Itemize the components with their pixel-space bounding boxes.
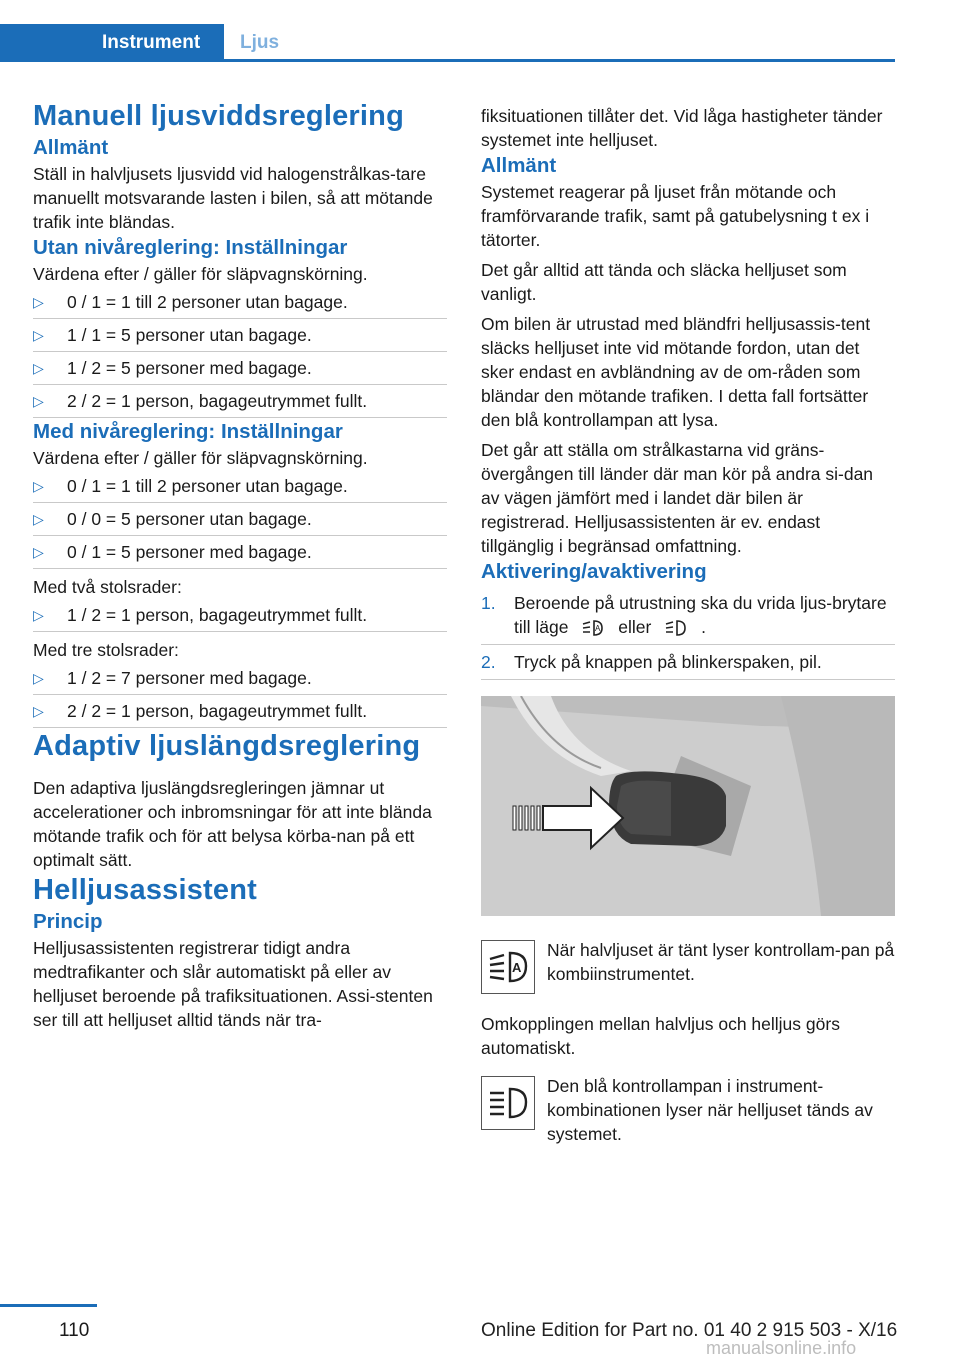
step-number: 2. bbox=[481, 652, 496, 672]
step-number: 1. bbox=[481, 593, 496, 613]
svg-text:A: A bbox=[512, 960, 522, 975]
list-item-text: 0 / 1 = 5 personer med bagage. bbox=[67, 542, 312, 562]
heading-manuell: Manuell ljusviddsreglering bbox=[33, 100, 404, 132]
triangle-bullet-icon: ▷ bbox=[33, 511, 44, 527]
paragraph-allmant-2a: Systemet reagerar på ljuset från mötande och framförvarande trafik, samt på gatubelysning t ex i tätorter. bbox=[481, 182, 870, 250]
paragraph-tre-stolsrader: Med tre stolsrader: bbox=[33, 640, 179, 660]
high-beam-icon bbox=[481, 1076, 535, 1130]
paragraph-tva-stolsrader: Med två stolsrader: bbox=[33, 577, 182, 597]
paragraph-allmant-2b: Det går alltid att tända och släcka helljuset som vanligt. bbox=[481, 260, 847, 304]
triangle-bullet-icon: ▷ bbox=[33, 670, 44, 686]
triangle-bullet-icon: ▷ bbox=[33, 294, 44, 310]
list-tva bbox=[33, 599, 447, 632]
list-item-text: 0 / 1 = 1 till 2 personer utan bagage. bbox=[67, 476, 348, 496]
tab-ljus[interactable]: Ljus bbox=[240, 32, 280, 53]
paragraph-allmant-1: Ställ in halvljusets ljusvidd vid halogenstrålkas-tare manuellt motsvarande lasten i bilen, så att mötande trafik inte bländas. bbox=[33, 164, 433, 232]
triangle-bullet-icon: ▷ bbox=[33, 393, 44, 409]
heading-adaptiv: Adaptiv ljuslängdsreglering bbox=[33, 730, 421, 762]
tab-instrument-label: Instrument bbox=[102, 32, 201, 53]
list-item-text: 1 / 1 = 5 personer utan bagage. bbox=[67, 325, 312, 345]
list-item-text: 0 / 1 = 1 till 2 personer utan bagage. bbox=[67, 292, 348, 312]
step-1-text-c: . bbox=[701, 617, 706, 637]
footer-rule bbox=[0, 1304, 97, 1307]
triangle-bullet-icon: ▷ bbox=[33, 607, 44, 623]
triangle-bullet-icon: ▷ bbox=[33, 478, 44, 494]
turn-signal-stalk-image bbox=[481, 696, 895, 916]
list-item bbox=[33, 536, 447, 569]
triangle-bullet-icon: ▷ bbox=[33, 360, 44, 376]
note-1-text: När halvljuset är tänt lyser kontrollam-pan på kombiinstrumentet. bbox=[547, 940, 895, 984]
list-item-text: 0 / 0 = 5 personer utan bagage. bbox=[67, 509, 312, 529]
left-column bbox=[33, 98, 447, 1032]
list-item-text: 2 / 2 = 1 person, bagageutrymmet fullt. bbox=[67, 701, 368, 721]
paragraph-med: Värdena efter / gäller för släpvagnskörning. bbox=[33, 448, 368, 468]
heading-utan-nivareglering: Utan nivåreglering: Inställningar bbox=[33, 236, 348, 259]
heading-princip: Princip bbox=[33, 910, 103, 933]
paragraph-utan: Värdena efter / gäller för släpvagnskörning. bbox=[33, 264, 368, 284]
right-column bbox=[481, 104, 895, 1146]
list-item bbox=[33, 470, 447, 503]
list-item bbox=[33, 286, 447, 319]
header-tabbar bbox=[0, 24, 895, 62]
svg-text:A: A bbox=[595, 624, 601, 634]
step-1-text-a: Beroende på utrustning ska du vrida ljus-brytare till läge bbox=[514, 593, 887, 637]
step-1-text-b: eller bbox=[618, 617, 652, 637]
triangle-bullet-icon: ▷ bbox=[33, 544, 44, 560]
paragraph-omkoppling: Omkopplingen mellan halvljus och helljus görs automatiskt. bbox=[481, 1014, 840, 1058]
high-beam-assist-icon bbox=[481, 940, 535, 994]
heading-allmant-2: Allmänt bbox=[481, 154, 557, 177]
list-utan bbox=[33, 286, 447, 418]
list-item-text: 1 / 2 = 7 personer med bagage. bbox=[67, 668, 312, 688]
paragraph-continuation: fiksituationen tillåter det. Vid låga hastigheter tänder systemet inte helljuset. bbox=[481, 106, 883, 150]
tab-instrument[interactable] bbox=[0, 24, 224, 62]
note-row-2 bbox=[481, 1074, 895, 1146]
steps-list bbox=[481, 586, 895, 680]
list-item-text: 1 / 2 = 5 personer med bagage. bbox=[67, 358, 312, 378]
list-item bbox=[33, 319, 447, 352]
list-item bbox=[33, 503, 447, 536]
heading-helljusassistent: Helljusassistent bbox=[33, 874, 258, 906]
header-rule bbox=[0, 59, 895, 62]
list-item bbox=[33, 352, 447, 385]
list-item bbox=[33, 385, 447, 418]
step-2-text: Tryck på knappen på blinkerspaken, pil. bbox=[514, 652, 822, 672]
list-item bbox=[33, 599, 447, 632]
page-number: 110 bbox=[59, 1320, 90, 1341]
paragraph-adaptiv: Den adaptiva ljuslängdsregleringen jämnar ut accelerationer och inbromsningar för att inte blända mötande trafik och för att belysa körba-nan på ett optimalt sätt. bbox=[33, 778, 432, 870]
list-tre bbox=[33, 662, 447, 728]
watermark: manualsonline.info bbox=[706, 1338, 857, 1358]
triangle-bullet-icon: ▷ bbox=[33, 703, 44, 719]
list-item-text: 1 / 2 = 1 person, bagageutrymmet fullt. bbox=[67, 605, 368, 625]
auto-light-icon bbox=[581, 618, 605, 638]
note-row-1 bbox=[481, 938, 895, 994]
low-beam-icon bbox=[664, 618, 688, 638]
triangle-bullet-icon: ▷ bbox=[33, 327, 44, 343]
step-item bbox=[481, 586, 895, 645]
heading-aktivering: Aktivering/avaktivering bbox=[481, 560, 707, 583]
paragraph-allmant-2d: Det går att ställa om strålkastarna vid gräns-övergången till länder där man kör på andra si-dan av vägen jämfört med i landet där bilen är registrerad. Helljusassistenten är ev. endast tillgänglig i begränsad omfattning. bbox=[481, 440, 874, 556]
list-med bbox=[33, 470, 447, 569]
paragraph-princip: Helljusassistenten registrerar tidigt andra medtrafikanter och slår automatiskt på eller av helljuset beroende på trafiksituationen. Assi-stenten ser till att helljuset alltid tänds när tra- bbox=[33, 938, 433, 1030]
note-2-text: Den blå kontrollampan i instrument-kombinationen lyser när helljuset tänds av systemet. bbox=[547, 1076, 873, 1144]
heading-allmant-1: Allmänt bbox=[33, 136, 109, 159]
edition-line: Online Edition for Part no. 01 40 2 915 503 - X/16 bbox=[481, 1320, 898, 1341]
list-item bbox=[33, 695, 447, 728]
paragraph-allmant-2c: Om bilen är utrustad med bländfri helljusassis-tent släcks helljuset inte vid mötande fordon, utan det sker endast en avbländning av de om-råden som bländar den mötande trafiken. I detta fall fortsätter den blå kontrollampan att lysa. bbox=[481, 314, 871, 430]
list-item bbox=[33, 662, 447, 695]
list-item-text: 2 / 2 = 1 person, bagageutrymmet fullt. bbox=[67, 391, 368, 411]
step-item bbox=[481, 645, 895, 680]
heading-med-nivareglering: Med nivåreglering: Inställningar bbox=[33, 420, 343, 443]
